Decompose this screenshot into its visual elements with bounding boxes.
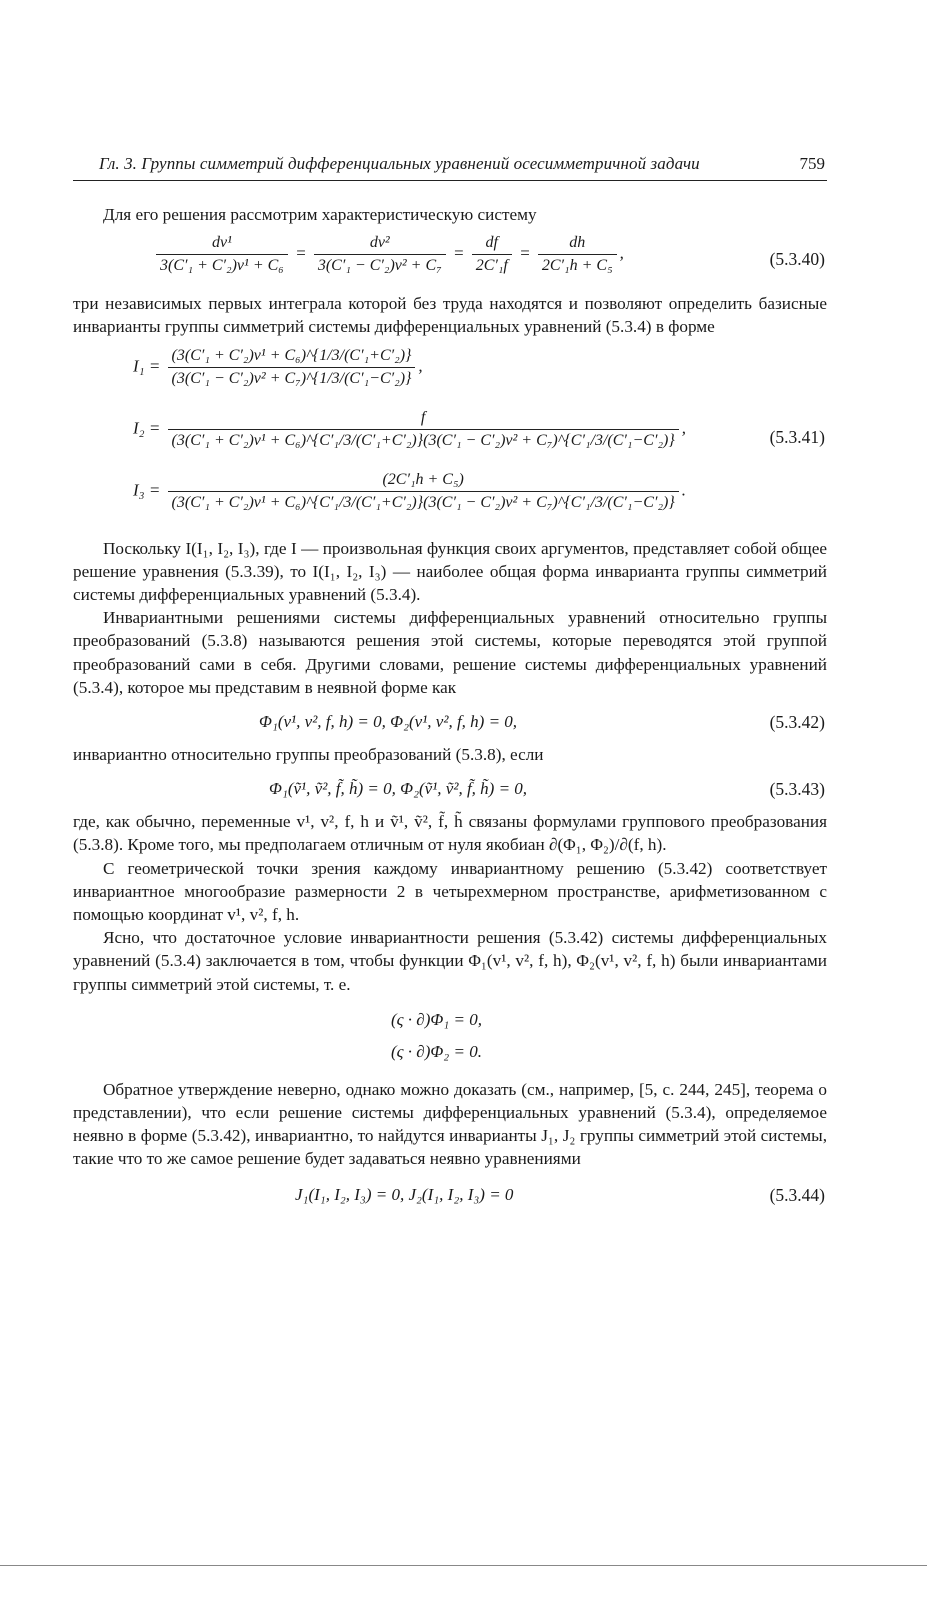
paragraph-4: Инвариантными решениями системы дифференциальных уравнений относительно группы преобразований (5.3.8) называются решения этой системы, которые переводятся этой группой преобразований сами в себя. Другими словами, решение системы дифференциальных уравнений (5.3.4), которое мы представим в неявной форме как: [73, 608, 827, 697]
eq40-num2: dv²: [369, 234, 390, 252]
paragraph-1: Для его решения рассмотрим характеристическую систему: [103, 205, 537, 224]
invariant-i1: I₁ = $\frac{\text{(3(C′₁ + C′₂)v¹ + C₆)\textasciicircum{}\{1/3/(C′₁+C′₂)\}}}{\text{(3(C′₁ − C′₂)v² + C₇)\textasciicircum{}\{1/3/(C′₁−C′₂)\}}}$ ,: [133, 346, 423, 387]
equation-number: (5.3.44): [769, 1184, 825, 1205]
i2-lhs: I₂ =: [133, 418, 161, 438]
equation-5-3-44: [73, 1177, 827, 1217]
eq44-body: J₁(I₁, I₂, I₃) = 0, J₂(I₁, I₂, I₃) = 0: [295, 1184, 514, 1204]
i2-denominator: (3(C′₁ + C′₂)v¹ + C₆)^{C′₁/3/(C′₁+C′₂)}(3(C′₁ − C′₂)v² + C₇)^{C′₁/3/(C′₁−C′₂)}: [168, 429, 679, 450]
equation-number: (5.3.41): [769, 426, 825, 447]
eq43-body: Φ₁(ṽ¹, ṽ², f̃, h̃) = 0, Φ₂(ṽ¹, ṽ², f̃, h̃) = 0,: [269, 779, 528, 799]
running-header: [73, 150, 827, 181]
equation-5-3-42: [73, 703, 827, 743]
i3-lhs: I₃ =: [133, 480, 161, 500]
paragraph-9: Обратное утверждение неверно, однако можно доказать (см., например, [5, с. 244, 245], теорема о представлении), что если решение системы дифференциальных уравнений (5.3.4), определяемое неявно в форме (5.3.42), инвариантно, то найдутся инварианты J₁, J₂ группы симметрий этой системы, такие что то же самое решение будет задаваться неявно уравнениями: [73, 1079, 827, 1169]
i1-denominator: (3(C′₁ − C′₂)v² + C₇)^{1/3/(C′₁−C′₂)}: [168, 367, 416, 388]
eq42-body: Φ₁(v¹, v², f, h) = 0, Φ₂(v¹, v², f, h) = 0,: [259, 712, 518, 732]
paragraph-8: Ясно, что достаточное условие инвариантности решения (5.3.42) системы дифференциальных уравнений (5.3.4) заключается в том, чтобы функции Φ₁(v¹, v², f, h), Φ₂(v¹, v², f, h) были инвариантами группы симметрий этой системы, т. е.: [73, 928, 827, 994]
eq40-num3: df: [485, 234, 498, 252]
equation-number: (5.3.40): [769, 249, 825, 270]
i2-numerator: f: [420, 408, 426, 426]
i3-numerator: (2C′₁h + C₅): [382, 470, 464, 488]
equation-5-3-40: $\frac{\text{dv¹}}{\text{3(C′₁ + C′₂)v¹ + C₆}}$ = $\frac{\text{dv²}}{\text{3(C′₁ − C′₂)v² + C₇}}$ = $\frac{df}{\text{2C′₁f}}$ = $\frac{dh}{\text{2C′₁h + C₅}}$ , (5.3.40): [73, 232, 827, 290]
chapter-title: Гл. 3. Группы симметрий дифференциальных уравнений осесимметричной задачи: [99, 154, 700, 173]
page-number: 759: [799, 154, 825, 173]
invariant-i3: I₃ = (2C′₁h + C₅) (3(C′₁ + C′₂)v¹ + C₆)^{C′₁/3/(C′₁+C′₂)}(3(C′₁ − C′₂)v² + C₇)^{C′₁/3/(C′₁−C′₂)} .: [133, 470, 686, 511]
paragraph-7: С геометрической точки зрения каждому инвариантному решению (5.3.42) соответствует инвариантное многообразие размерности 2 в четырехмерном пространстве, арифметизованном с помощью координат v¹, v², f, h.: [73, 858, 827, 925]
eq40-den1: 3(C′₁ + C′₂)v¹ + C₆: [156, 254, 288, 275]
invariant-i2: I₂ = f (3(C′₁ + C′₂)v¹ + C₆)^{C′₁/3/(C′₁+C′₂)}(3(C′₁ − C′₂)v² + C₇)^{C′₁/3/(C′₁−C′₂)} ,: [133, 408, 686, 449]
invariance-conditions: [73, 1002, 827, 1072]
scan-edge-line: [0, 1565, 927, 1566]
eq40-den2: 3(C′₁ − C′₂)v² + C₇: [314, 254, 446, 275]
i3-denominator: (3(C′₁ + C′₂)v¹ + C₆)^{C′₁/3/(C′₁+C′₂)}(3(C′₁ − C′₂)v² + C₇)^{C′₁/3/(C′₁−C′₂)}: [168, 491, 679, 512]
condition-phi1: (ς · ∂)Φ₁ = 0,: [391, 1009, 482, 1029]
paragraph-2: три независимых первых интеграла которой без труда находятся и позволяют определить базисные инварианты группы симметрий системы дифференциальных уравнений (5.3.4) в форме: [73, 294, 827, 337]
equation-5-3-41: [73, 347, 827, 537]
equation-number: (5.3.42): [769, 712, 825, 733]
book-page: [73, 150, 827, 1217]
eq40-num1: dv¹: [211, 234, 232, 252]
eq40-den3: 2C′₁f: [472, 254, 512, 275]
equation-5-3-43: [73, 770, 827, 810]
equation-number: (5.3.43): [769, 779, 825, 800]
i1-lhs: I₁ =: [133, 356, 161, 376]
i1-numerator: (3(C′₁ + C′₂)v¹ + C₆)^{1/3/(C′₁+C′₂)}: [171, 346, 412, 364]
paragraph-6: где, как обычно, переменные v¹, v², f, h и ṽ¹, ṽ², f̃, h̃ связаны формулами группового преобразования (5.3.8). Кроме того, мы предполагаем отличным от нуля якобиан ∂(Φ₁, Φ₂)/∂(f, h).: [73, 812, 827, 855]
paragraph-5: инвариантно относительно группы преобразований (5.3.8), если: [73, 745, 544, 765]
condition-phi2: (ς · ∂)Φ₂ = 0.: [391, 1041, 482, 1061]
eq40-den4: 2C′₁h + C₅: [538, 254, 617, 275]
eq40-num4: dh: [569, 234, 586, 252]
paragraph-3: Поскольку I(I₁, I₂, I₃), где I — произвольная функция своих аргументов, представляет собой общее решение уравнения (5.3.39), то I(I₁, I₂, I₃) — наиболее общая форма инварианта группы симметрий системы дифференциальных уравнений (5.3.4).: [73, 538, 827, 605]
